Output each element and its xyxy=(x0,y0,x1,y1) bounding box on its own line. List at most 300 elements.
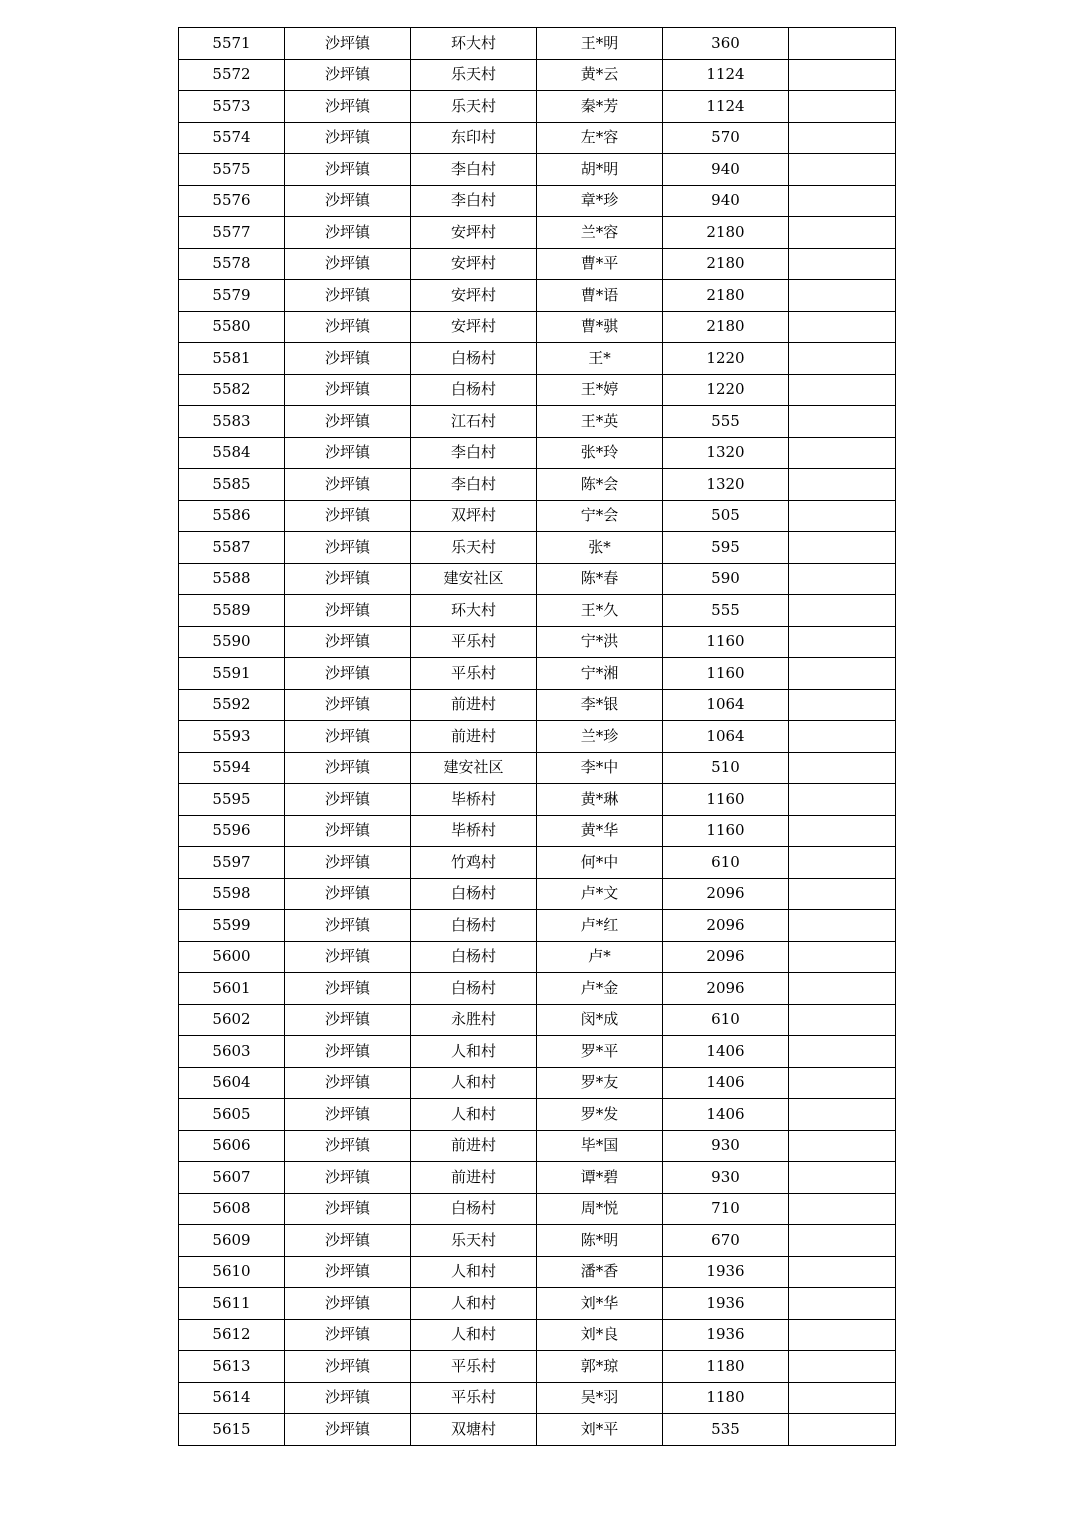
cell-serial-number: 5587 xyxy=(179,532,285,564)
table-row xyxy=(179,595,896,627)
cell-note xyxy=(789,343,896,375)
cell-name: 刘*平 xyxy=(537,1414,663,1446)
cell-village: 平乐村 xyxy=(411,626,537,658)
table-row xyxy=(179,437,896,469)
cell-amount: 555 xyxy=(663,595,789,627)
cell-village: 毕桥村 xyxy=(411,815,537,847)
cell-name: 曹*平 xyxy=(537,248,663,280)
cell-village: 白杨村 xyxy=(411,878,537,910)
cell-amount: 1160 xyxy=(663,626,789,658)
cell-town: 沙坪镇 xyxy=(285,1351,411,1383)
cell-note xyxy=(789,847,896,879)
cell-amount: 1320 xyxy=(663,437,789,469)
table-row xyxy=(179,563,896,595)
cell-village: 双塘村 xyxy=(411,1414,537,1446)
cell-town: 沙坪镇 xyxy=(285,437,411,469)
cell-village: 平乐村 xyxy=(411,1351,537,1383)
table-row xyxy=(179,217,896,249)
cell-serial-number: 5580 xyxy=(179,311,285,343)
cell-town: 沙坪镇 xyxy=(285,815,411,847)
cell-town: 沙坪镇 xyxy=(285,374,411,406)
cell-village: 人和村 xyxy=(411,1099,537,1131)
cell-village: 李白村 xyxy=(411,154,537,186)
cell-amount: 1180 xyxy=(663,1382,789,1414)
cell-town: 沙坪镇 xyxy=(285,1162,411,1194)
cell-serial-number: 5591 xyxy=(179,658,285,690)
cell-village: 人和村 xyxy=(411,1067,537,1099)
cell-note xyxy=(789,122,896,154)
cell-note xyxy=(789,91,896,123)
cell-name: 卢* xyxy=(537,941,663,973)
cell-town: 沙坪镇 xyxy=(285,217,411,249)
table-row xyxy=(179,280,896,312)
cell-village: 东印村 xyxy=(411,122,537,154)
table-row xyxy=(179,374,896,406)
cell-serial-number: 5594 xyxy=(179,752,285,784)
cell-town: 沙坪镇 xyxy=(285,532,411,564)
cell-name: 王*明 xyxy=(537,28,663,60)
cell-note xyxy=(789,1414,896,1446)
cell-town: 沙坪镇 xyxy=(285,311,411,343)
cell-name: 李*银 xyxy=(537,689,663,721)
table-row xyxy=(179,1162,896,1194)
cell-amount: 2096 xyxy=(663,910,789,942)
cell-note xyxy=(789,28,896,60)
cell-serial-number: 5604 xyxy=(179,1067,285,1099)
cell-note xyxy=(789,815,896,847)
cell-town: 沙坪镇 xyxy=(285,626,411,658)
cell-name: 陈*会 xyxy=(537,469,663,501)
cell-town: 沙坪镇 xyxy=(285,847,411,879)
cell-note xyxy=(789,1319,896,1351)
cell-note xyxy=(789,784,896,816)
table-row xyxy=(179,1130,896,1162)
cell-note xyxy=(789,59,896,91)
cell-note xyxy=(789,1036,896,1068)
cell-amount: 1936 xyxy=(663,1319,789,1351)
cell-town: 沙坪镇 xyxy=(285,1256,411,1288)
cell-note xyxy=(789,248,896,280)
cell-note xyxy=(789,469,896,501)
cell-village: 安坪村 xyxy=(411,217,537,249)
table-row xyxy=(179,406,896,438)
cell-note xyxy=(789,941,896,973)
table-row xyxy=(179,878,896,910)
cell-note xyxy=(789,752,896,784)
cell-town: 沙坪镇 xyxy=(285,595,411,627)
cell-note xyxy=(789,217,896,249)
table-row xyxy=(179,1382,896,1414)
table-row xyxy=(179,343,896,375)
cell-amount: 1180 xyxy=(663,1351,789,1383)
cell-amount: 2180 xyxy=(663,217,789,249)
cell-amount: 1064 xyxy=(663,689,789,721)
cell-village: 前进村 xyxy=(411,1162,537,1194)
table-row xyxy=(179,721,896,753)
cell-amount: 1160 xyxy=(663,658,789,690)
cell-amount: 2180 xyxy=(663,248,789,280)
table-row xyxy=(179,59,896,91)
cell-serial-number: 5586 xyxy=(179,500,285,532)
cell-note xyxy=(789,910,896,942)
cell-name: 卢*红 xyxy=(537,910,663,942)
cell-note xyxy=(789,437,896,469)
cell-serial-number: 5577 xyxy=(179,217,285,249)
cell-village: 白杨村 xyxy=(411,1193,537,1225)
cell-serial-number: 5606 xyxy=(179,1130,285,1162)
table-row xyxy=(179,752,896,784)
cell-name: 潘*香 xyxy=(537,1256,663,1288)
table-row xyxy=(179,1319,896,1351)
cell-amount: 1406 xyxy=(663,1067,789,1099)
cell-serial-number: 5610 xyxy=(179,1256,285,1288)
cell-note xyxy=(789,185,896,217)
cell-town: 沙坪镇 xyxy=(285,910,411,942)
cell-serial-number: 5609 xyxy=(179,1225,285,1257)
cell-name: 兰*容 xyxy=(537,217,663,249)
cell-village: 白杨村 xyxy=(411,343,537,375)
cell-serial-number: 5590 xyxy=(179,626,285,658)
cell-serial-number: 5597 xyxy=(179,847,285,879)
cell-serial-number: 5582 xyxy=(179,374,285,406)
table-row xyxy=(179,1099,896,1131)
cell-note xyxy=(789,595,896,627)
cell-town: 沙坪镇 xyxy=(285,248,411,280)
cell-village: 李白村 xyxy=(411,469,537,501)
cell-amount: 1124 xyxy=(663,59,789,91)
cell-town: 沙坪镇 xyxy=(285,1288,411,1320)
cell-village: 环大村 xyxy=(411,595,537,627)
cell-village: 前进村 xyxy=(411,1130,537,1162)
cell-name: 胡*明 xyxy=(537,154,663,186)
cell-village: 建安社区 xyxy=(411,752,537,784)
cell-name: 秦*芳 xyxy=(537,91,663,123)
cell-note xyxy=(789,406,896,438)
cell-amount: 2096 xyxy=(663,941,789,973)
cell-serial-number: 5596 xyxy=(179,815,285,847)
cell-serial-number: 5573 xyxy=(179,91,285,123)
cell-village: 毕桥村 xyxy=(411,784,537,816)
cell-name: 宁*会 xyxy=(537,500,663,532)
cell-name: 刘*良 xyxy=(537,1319,663,1351)
cell-village: 永胜村 xyxy=(411,1004,537,1036)
cell-village: 人和村 xyxy=(411,1256,537,1288)
table-row xyxy=(179,910,896,942)
cell-name: 刘*华 xyxy=(537,1288,663,1320)
cell-name: 王*婷 xyxy=(537,374,663,406)
cell-amount: 595 xyxy=(663,532,789,564)
cell-serial-number: 5603 xyxy=(179,1036,285,1068)
cell-town: 沙坪镇 xyxy=(285,343,411,375)
cell-amount: 930 xyxy=(663,1130,789,1162)
cell-village: 乐天村 xyxy=(411,1225,537,1257)
cell-serial-number: 5605 xyxy=(179,1099,285,1131)
cell-amount: 555 xyxy=(663,406,789,438)
cell-note xyxy=(789,1382,896,1414)
cell-name: 罗*发 xyxy=(537,1099,663,1131)
cell-town: 沙坪镇 xyxy=(285,721,411,753)
table-row xyxy=(179,500,896,532)
cell-village: 乐天村 xyxy=(411,59,537,91)
table-row xyxy=(179,185,896,217)
cell-note xyxy=(789,626,896,658)
cell-village: 李白村 xyxy=(411,185,537,217)
cell-amount: 1936 xyxy=(663,1288,789,1320)
cell-serial-number: 5602 xyxy=(179,1004,285,1036)
table-row xyxy=(179,784,896,816)
table-row xyxy=(179,311,896,343)
cell-amount: 2180 xyxy=(663,311,789,343)
cell-name: 曹*骐 xyxy=(537,311,663,343)
cell-village: 白杨村 xyxy=(411,973,537,1005)
table-row xyxy=(179,28,896,60)
cell-serial-number: 5571 xyxy=(179,28,285,60)
data-table xyxy=(178,27,896,1446)
table-row xyxy=(179,1067,896,1099)
cell-name: 罗*平 xyxy=(537,1036,663,1068)
cell-village: 白杨村 xyxy=(411,941,537,973)
cell-name: 李*中 xyxy=(537,752,663,784)
cell-amount: 1064 xyxy=(663,721,789,753)
cell-serial-number: 5615 xyxy=(179,1414,285,1446)
table-row xyxy=(179,658,896,690)
cell-amount: 2096 xyxy=(663,973,789,1005)
cell-serial-number: 5576 xyxy=(179,185,285,217)
cell-town: 沙坪镇 xyxy=(285,1193,411,1225)
cell-amount: 610 xyxy=(663,847,789,879)
cell-name: 章*珍 xyxy=(537,185,663,217)
cell-serial-number: 5574 xyxy=(179,122,285,154)
cell-serial-number: 5598 xyxy=(179,878,285,910)
cell-amount: 1160 xyxy=(663,784,789,816)
cell-amount: 940 xyxy=(663,154,789,186)
cell-name: 卢*文 xyxy=(537,878,663,910)
cell-name: 郭*琼 xyxy=(537,1351,663,1383)
cell-village: 白杨村 xyxy=(411,374,537,406)
cell-town: 沙坪镇 xyxy=(285,1130,411,1162)
cell-name: 王*英 xyxy=(537,406,663,438)
cell-serial-number: 5611 xyxy=(179,1288,285,1320)
cell-amount: 1220 xyxy=(663,343,789,375)
cell-town: 沙坪镇 xyxy=(285,689,411,721)
cell-name: 吴*羽 xyxy=(537,1382,663,1414)
cell-name: 曹*语 xyxy=(537,280,663,312)
cell-town: 沙坪镇 xyxy=(285,752,411,784)
cell-serial-number: 5585 xyxy=(179,469,285,501)
cell-village: 建安社区 xyxy=(411,563,537,595)
cell-name: 黄*琳 xyxy=(537,784,663,816)
table-row xyxy=(179,1036,896,1068)
table-row xyxy=(179,1004,896,1036)
cell-note xyxy=(789,563,896,595)
cell-village: 安坪村 xyxy=(411,248,537,280)
cell-town: 沙坪镇 xyxy=(285,1319,411,1351)
cell-village: 安坪村 xyxy=(411,311,537,343)
cell-town: 沙坪镇 xyxy=(285,973,411,1005)
cell-name: 宁*洪 xyxy=(537,626,663,658)
cell-town: 沙坪镇 xyxy=(285,1414,411,1446)
cell-note xyxy=(789,658,896,690)
cell-name: 王* xyxy=(537,343,663,375)
cell-town: 沙坪镇 xyxy=(285,658,411,690)
cell-town: 沙坪镇 xyxy=(285,563,411,595)
cell-note xyxy=(789,1288,896,1320)
cell-serial-number: 5614 xyxy=(179,1382,285,1414)
cell-village: 环大村 xyxy=(411,28,537,60)
cell-name: 毕*国 xyxy=(537,1130,663,1162)
cell-amount: 940 xyxy=(663,185,789,217)
cell-note xyxy=(789,1004,896,1036)
table-row xyxy=(179,815,896,847)
cell-amount: 360 xyxy=(663,28,789,60)
cell-name: 张*玲 xyxy=(537,437,663,469)
cell-name: 黄*云 xyxy=(537,59,663,91)
cell-note xyxy=(789,1351,896,1383)
cell-town: 沙坪镇 xyxy=(285,91,411,123)
cell-town: 沙坪镇 xyxy=(285,406,411,438)
cell-serial-number: 5599 xyxy=(179,910,285,942)
cell-serial-number: 5600 xyxy=(179,941,285,973)
cell-town: 沙坪镇 xyxy=(285,280,411,312)
cell-town: 沙坪镇 xyxy=(285,1382,411,1414)
cell-town: 沙坪镇 xyxy=(285,1099,411,1131)
cell-name: 宁*湘 xyxy=(537,658,663,690)
cell-amount: 2180 xyxy=(663,280,789,312)
table-row xyxy=(179,469,896,501)
cell-village: 平乐村 xyxy=(411,1382,537,1414)
cell-town: 沙坪镇 xyxy=(285,185,411,217)
cell-note xyxy=(789,311,896,343)
cell-town: 沙坪镇 xyxy=(285,1067,411,1099)
table-row xyxy=(179,1288,896,1320)
cell-name: 左*容 xyxy=(537,122,663,154)
cell-amount: 590 xyxy=(663,563,789,595)
cell-village: 人和村 xyxy=(411,1319,537,1351)
cell-name: 黄*华 xyxy=(537,815,663,847)
cell-name: 卢*金 xyxy=(537,973,663,1005)
cell-note xyxy=(789,1099,896,1131)
cell-serial-number: 5613 xyxy=(179,1351,285,1383)
cell-village: 李白村 xyxy=(411,437,537,469)
cell-amount: 1160 xyxy=(663,815,789,847)
cell-name: 陈*明 xyxy=(537,1225,663,1257)
table-row xyxy=(179,248,896,280)
table-row xyxy=(179,941,896,973)
cell-serial-number: 5608 xyxy=(179,1193,285,1225)
cell-serial-number: 5595 xyxy=(179,784,285,816)
cell-name: 周*悦 xyxy=(537,1193,663,1225)
cell-serial-number: 5581 xyxy=(179,343,285,375)
table-row xyxy=(179,1256,896,1288)
table-row xyxy=(179,1193,896,1225)
cell-amount: 505 xyxy=(663,500,789,532)
cell-amount: 510 xyxy=(663,752,789,784)
cell-village: 前进村 xyxy=(411,689,537,721)
cell-village: 江石村 xyxy=(411,406,537,438)
cell-village: 人和村 xyxy=(411,1036,537,1068)
cell-serial-number: 5601 xyxy=(179,973,285,1005)
cell-serial-number: 5579 xyxy=(179,280,285,312)
cell-name: 张* xyxy=(537,532,663,564)
cell-amount: 1124 xyxy=(663,91,789,123)
cell-note xyxy=(789,532,896,564)
cell-amount: 1406 xyxy=(663,1036,789,1068)
cell-amount: 535 xyxy=(663,1414,789,1446)
cell-name: 王*久 xyxy=(537,595,663,627)
cell-town: 沙坪镇 xyxy=(285,469,411,501)
cell-village: 前进村 xyxy=(411,721,537,753)
cell-note xyxy=(789,1067,896,1099)
cell-serial-number: 5572 xyxy=(179,59,285,91)
cell-village: 平乐村 xyxy=(411,658,537,690)
cell-serial-number: 5588 xyxy=(179,563,285,595)
table-row xyxy=(179,1414,896,1446)
cell-village: 安坪村 xyxy=(411,280,537,312)
cell-name: 陈*春 xyxy=(537,563,663,595)
cell-village: 竹鸡村 xyxy=(411,847,537,879)
cell-village: 乐天村 xyxy=(411,91,537,123)
cell-amount: 570 xyxy=(663,122,789,154)
cell-serial-number: 5575 xyxy=(179,154,285,186)
cell-serial-number: 5584 xyxy=(179,437,285,469)
cell-note xyxy=(789,1162,896,1194)
table-row xyxy=(179,626,896,658)
cell-name: 兰*珍 xyxy=(537,721,663,753)
cell-village: 乐天村 xyxy=(411,532,537,564)
cell-name: 闵*成 xyxy=(537,1004,663,1036)
cell-serial-number: 5578 xyxy=(179,248,285,280)
cell-serial-number: 5612 xyxy=(179,1319,285,1351)
table-row xyxy=(179,154,896,186)
cell-note xyxy=(789,878,896,910)
cell-amount: 2096 xyxy=(663,878,789,910)
table-body xyxy=(179,28,896,1446)
cell-amount: 710 xyxy=(663,1193,789,1225)
cell-serial-number: 5592 xyxy=(179,689,285,721)
cell-village: 双坪村 xyxy=(411,500,537,532)
cell-note xyxy=(789,154,896,186)
cell-serial-number: 5593 xyxy=(179,721,285,753)
cell-village: 人和村 xyxy=(411,1288,537,1320)
cell-town: 沙坪镇 xyxy=(285,878,411,910)
cell-note xyxy=(789,721,896,753)
cell-note xyxy=(789,500,896,532)
cell-village: 白杨村 xyxy=(411,910,537,942)
cell-note xyxy=(789,374,896,406)
cell-note xyxy=(789,1130,896,1162)
cell-town: 沙坪镇 xyxy=(285,28,411,60)
cell-amount: 1406 xyxy=(663,1099,789,1131)
cell-note xyxy=(789,1256,896,1288)
cell-note xyxy=(789,280,896,312)
cell-name: 罗*友 xyxy=(537,1067,663,1099)
cell-note xyxy=(789,973,896,1005)
cell-note xyxy=(789,1225,896,1257)
cell-town: 沙坪镇 xyxy=(285,500,411,532)
cell-serial-number: 5583 xyxy=(179,406,285,438)
cell-amount: 610 xyxy=(663,1004,789,1036)
table-row xyxy=(179,532,896,564)
cell-town: 沙坪镇 xyxy=(285,59,411,91)
table-row xyxy=(179,689,896,721)
cell-town: 沙坪镇 xyxy=(285,122,411,154)
cell-town: 沙坪镇 xyxy=(285,1004,411,1036)
cell-note xyxy=(789,1193,896,1225)
cell-town: 沙坪镇 xyxy=(285,784,411,816)
table-row xyxy=(179,91,896,123)
cell-note xyxy=(789,689,896,721)
table-row xyxy=(179,1351,896,1383)
